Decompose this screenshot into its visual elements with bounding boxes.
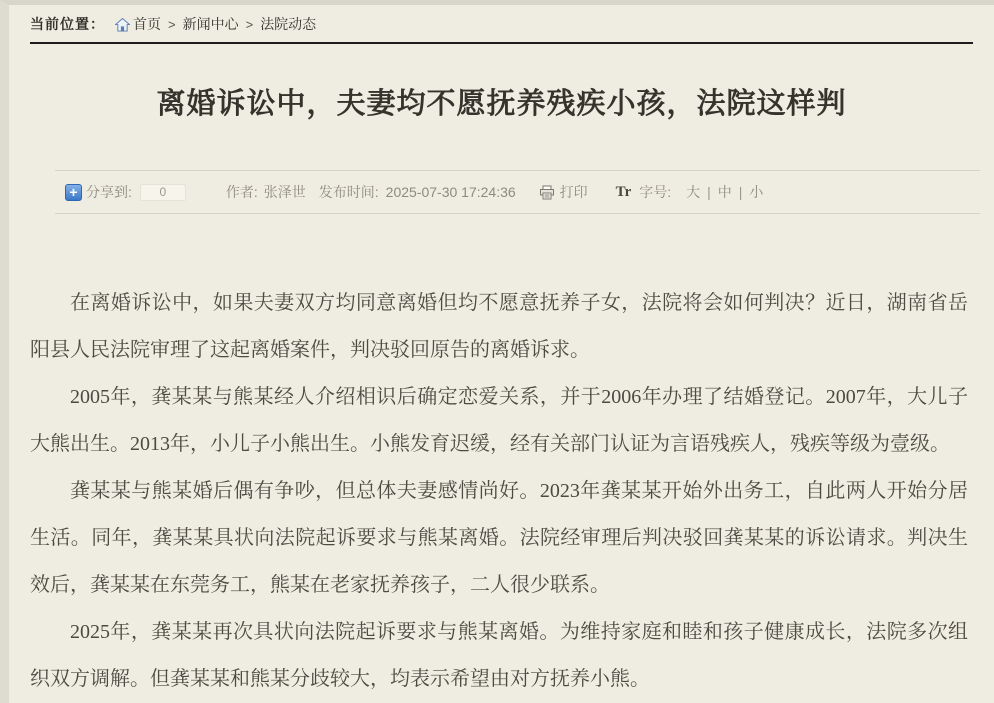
printer-icon [539, 185, 555, 200]
author-name: 张泽世 [263, 184, 306, 201]
font-size-separator: | [738, 184, 743, 201]
font-size-icon: Tr [615, 183, 632, 200]
font-size-small[interactable]: 小 [749, 184, 764, 201]
breadcrumb-divider [30, 42, 973, 44]
font-size-medium[interactable]: 中 [717, 184, 732, 201]
publish-time-label: 发布时间: [318, 184, 379, 201]
font-size-large[interactable]: 大 [686, 184, 701, 201]
paragraph-4: 2025年，龚某某再次具状向法院起诉要求与熊某离婚。为维持家庭和睦和孩子健康成长，法院多次组织双方调解。但龚某某和熊某分歧较大，均表示希望由对方抚养小熊。 [30, 621, 968, 691]
paragraph-1: 在离婚诉讼中，如果夫妻双方均同意离婚但均不愿意抚养子女，法院将会如何判决？近日，湖南省岳阳县人民法院审理了这起离婚案件，判决驳回原告的离婚诉求。 [30, 292, 968, 362]
print-button[interactable] [539, 182, 588, 202]
author-label: 作者: [225, 184, 258, 201]
breadcrumb-label: 当前位置： [30, 18, 105, 33]
article-content [9, 214, 994, 703]
publish-time: 2025-07-30 17:24:36 [385, 184, 516, 201]
share-count: 0 [140, 184, 186, 201]
paragraph-2: 2005年，龚某某与熊某经人介绍相识后确定恋爱关系，并于2006年办理了结婚登记。2007年，大儿子大熊出生。2013年，小儿子小熊出生。小熊发育迟缓，经有关部门认证为言语残疾人，残疾等级为壹级。 [30, 386, 968, 456]
meta-bar [55, 170, 980, 214]
breadcrumb-item-court-news[interactable]: 法院动态 [260, 18, 317, 33]
breadcrumb-item-home[interactable]: 首页 [133, 18, 161, 33]
font-size-control [616, 182, 771, 202]
print-label: 打印 [559, 184, 588, 201]
breadcrumb-item-news-center[interactable]: 新闻中心 [182, 18, 239, 33]
font-size-label: 字号: [639, 184, 672, 201]
article-title: 离婚诉讼中，夫妻均不愿抚养残疾小孩，法院这样判 [156, 88, 847, 120]
home-icon [115, 18, 130, 32]
breadcrumb-separator: > [168, 16, 176, 32]
breadcrumb [9, 5, 994, 34]
font-size-separator: | [707, 184, 711, 201]
paragraph-3: 龚某某与熊某婚后偶有争吵，但总体夫妻感情尚好。2023年龚某某开始外出务工，自此两人开始分居生活。同年，龚某某具状向法院起诉要求与熊某离婚。法院经审理后判决驳回龚某某的诉讼请求。判决生效后，龚某某在东莞务工，熊某在老家抚养孩子，二人很少联系。 [30, 480, 968, 597]
share-icon[interactable]: + [65, 184, 82, 201]
breadcrumb-separator: > [245, 16, 254, 32]
share-label: 分享到: [86, 184, 132, 201]
